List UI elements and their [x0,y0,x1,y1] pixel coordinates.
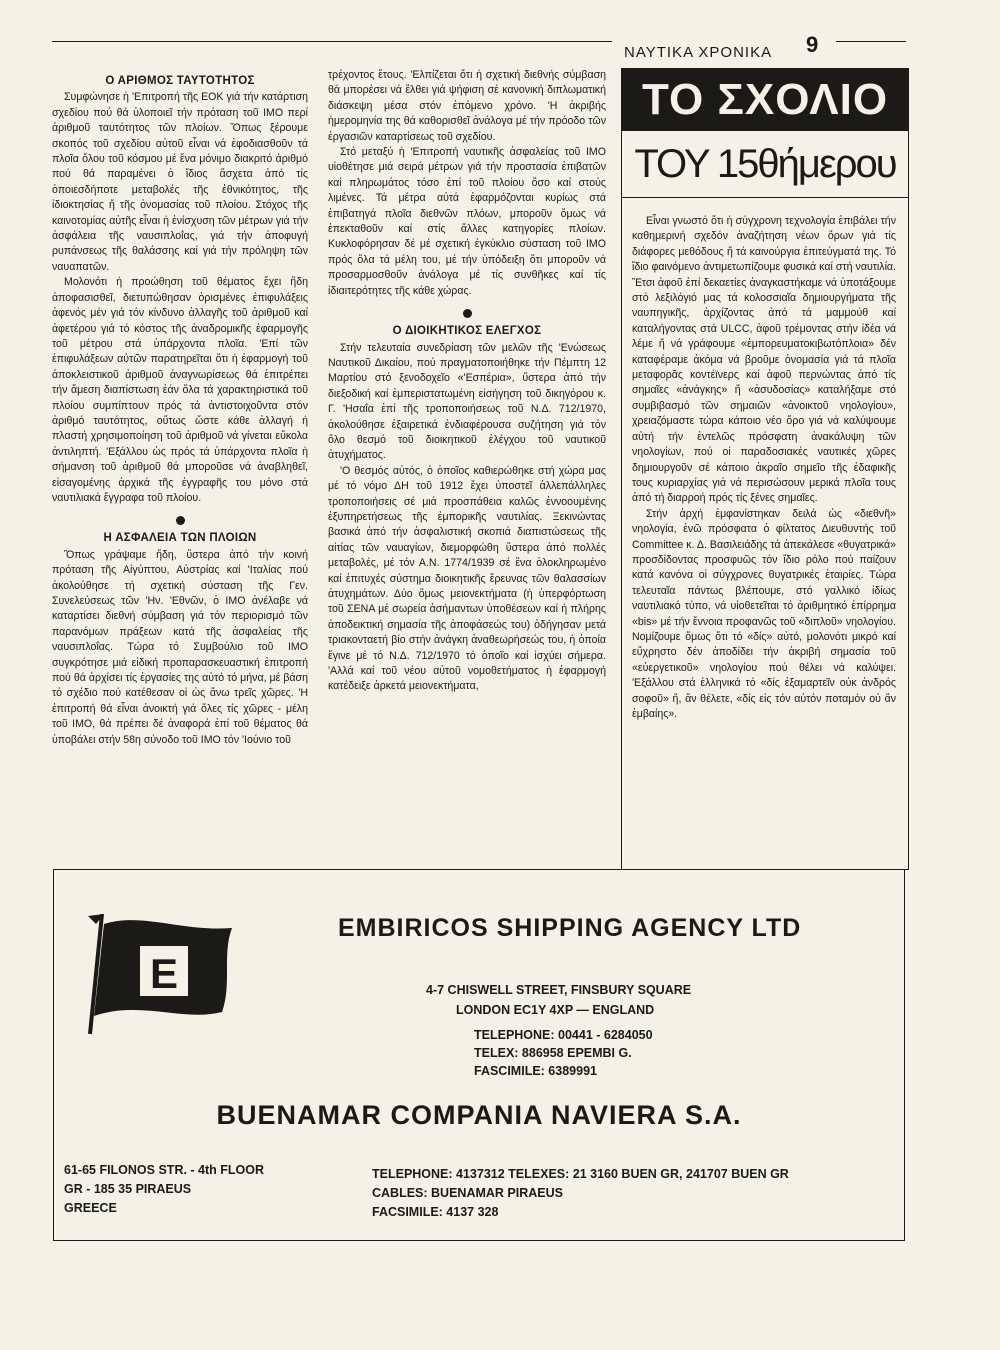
fax-line: FACSIMILE: 4137 328 [372,1205,499,1219]
paragraph: Ὅπως γράψαμε ἤδη, ὕστερα ἀπό τήν κοινή πρόταση τῆς Αἰγύπτου, Αὐστρίας καί 'Ιταλίας πού ἀκολούθησε τή σχετική σύσταση τῆς Γεν. Συνελεύσεως τῶν 'Ην. 'Εθνῶν, ὁ ΙΜΟ ἀνέλαβε νά καταρτίσει διεθνή σύμβαση γιά τόν περιορισμό τῶν παρανόμων πράξεων κατά τῆς ἀσφαλείας τῆς ναυσιπλοΐας. Τώρα τό Συμβούλιο τοῦ ΙΜΟ συγκρότησε μιά εἰδική προπαρασκευαστική ἐπιτροπή πού θά ἀρχίσει τίς ἐργασίες της αὐτό τό μήνα, μέ βάση τό σχέδιο πού κατέθεσαν οἱ ὡς ἄνω τρεῖς χῶρες. 'Η ἐπιτροπή θά εἶναι ἀνοικτή γιά ὅλες τίς χῶρες - μέλη τοῦ ΙΜΟ, θά πρέπει δέ ἀναφορά ἐπί τοῦ θέματος θά ὑποβάλει στήν 58η σύνοδο τοῦ ΙΜΟ τόν 'Ιούνιο τοῦ [52,548,308,746]
publication-name: ΝΑΥΤΙΚΑ ΧΡΟΝΙΚΑ [624,44,773,61]
cables-line: CABLES: BUENAMAR PIRAEUS [372,1186,563,1200]
address-line: 4-7 CHISWELL STREET, FINSBURY SQUARE [426,983,692,997]
flag-letter: E [149,950,179,997]
section-bullet-icon [176,516,185,525]
telex-line: TELEX: 886958 EPEMBI G. [474,1046,632,1060]
paragraph: Στήν ἀρχή ἐμφανίστηκαν δειλά ὡς «διεθνῆ» νηολογία, ἐνῶ πρόσφατα ὁ φίλτατος Διευθυντής τοῦ Committee κ. Δ. Βασιλειάδης τά ἀπεκάλεσε «θυγατρικά» προσδίδοντας προσφυῶς τόν ἴδιο ρόλο πού παίζουν κατά κανόνα οἱ σύγχρονες θυγατρικές ἑταιρίες. Τώρα τελευταῖα πάντως βλέπουμε, στό γαλλικό ἰδίως ναυτιλιακό τύπο, νά υἱοθετεῖται τό ἀριθμητικό ἐπίρρημα «bis» μέ τήν ἔννοια προφανῶς τοῦ «διπλοῦ» νηολογίου. Νομίζουμε ὅμως ὅτι τό «δίς» αὐτό, μολονότι μικρό καί εὔχρηστο δέν ἀποδίδει τήν ἀκριβή σημασία τοῦ «εὐεργετικοῦ» νηολογίου πού θέλει νά καλύψει. 'Εξάλλου στά ἑλληνικά τό «δίς ἐξαμαρτεῖν οὐκ ἀνδρός σοφοῦ» ἤ, ἄν θέλετε, «δίς εἰς τόν αὐτόν ποταμόν οὐ ἄν ἐμβαίης». [632,507,896,720]
section-title-administrative-control: Ο ΔΙΟΙΚΗΤΙΚΟΣ ΕΛΕΓΧΟΣ [392,325,542,338]
editorial-title: ΤΟ ΣΧΟΛΙΟ [622,69,908,131]
header-rule-left [52,41,612,42]
header-rule-right [836,41,906,42]
paragraph: Συμφώνησε ἡ 'Επιτροπή τῆς ΕΟΚ γιά τήν κατάρτιση σχεδίου πού θά ὑλοποιεῖ τήν πρόταση τοῦ ΙΜΟ περί ἀριθμοῦ ταυτότητος τῶν πλοίων. Ὅπως ξέρουμε σκοπός τοῦ σχεδίου αὐτοῦ εἶναι νά ἐφοδιασθοῦν τά πλοῖα ὅλου τοῦ κόσμου μέ ἕνα μόνιμο διακριτό ἀριθμό πού θά παραμένει ὁ ἴδιος ἄσχετα ἀπό τίς ὁποιεσδήποτε μεταβολές τῆς ἐθνικότητος, τῆς ἰδιοκτησίας ἤ τῆς ὀνομασίας τοῦ πλοίου. Στόχος τῆς καινοτομίας αὐτῆς εἶναι ἡ ἐνίσχυση τῶν μέτρων γιά τήν ἀσφάλεια τῆς ναυσιπλοΐας, γιά τήν ἀποφυγή ρυπάνσεως τῆς θαλάσσης καί γιά τήν πρόληψη τῶν ναυαπατῶν. [52,91,308,273]
page-number: 9 [806,32,819,57]
editorial-subtitle: ΤΟΥ 15θήμερου [634,142,896,186]
paragraph: 'Ο θεσμός αὐτός, ὁ ὁποῖος καθιερώθηκε στή χώρα μας μέ τό νόμο ΔΗ τοῦ 1912 ἔχει ὑποστεῖ ἀλλεπάλληλες τροποποιήσεις σέ μιά προσπάθεια καλῶς ἐννοουμένης ἐξυπηρετήσεως τῆς ἐμπορικῆς ναυτιλίας. Ξεκινώντας βασικά ἀπό τήν ἀσφαλιστική σκοπιά διαπιστώσεως τῆς αἰτίας τῶν ναυαγίων, διεμορφώθη ὕστερα ἀπό πολλές μεταβολές, μέ τόν Α.Ν. 1774/1939 σέ ἕνα ὁλοκληρωμένο καί ἐπιτυχές σύστημα διοικητικῆς ἔρευνας τῶν θαλασσίων ἀτυχημάτων. Δύο ὅμως μειονεκτήματα (ἡ ὑπερφόρτωση τοῦ ΣΕΝΑ μέ σωρεία ἀσήμαντων ὑποθέσεων καί ἡ πλήρης ἀποδεικτική σημασία τῆς ἀποφάσεώς του) ὁδήγησαν μετά τριακονταετή βίο στήν ἀνάγκη ἀναθεωρήσεώς του, ἡ ὁποία ἔγινε μέ τό Ν.Δ. 712/1970 τό ὁποῖο καί ἰσχύει σήμερα. 'Αλλά καί τοῦ νέου αὐτοῦ νομοθετήματος ἡ ἐφαρμογή κατέδειξε ἀρκετά μειονεκτήματα, [328,464,606,693]
company-name-buenamar: BUENAMAR COMPANIA NAVIERA S.A. [216,1100,742,1130]
company-name-embiricos: EMBIRICOS SHIPPING AGENCY LTD [338,914,802,942]
article-column-1 [52,68,308,748]
shipping-advertisement [53,869,905,1241]
address-line: LONDON EC1Y 4XP — ENGLAND [456,1003,655,1017]
paragraph: Εἶναι γνωστό ὅτι ἡ σύγχρονη τεχνολογία ἐπιβάλει τήν καθημερινή σχεδόν ἀναζήτηση νέων ὅρων γιά τίς διάφορες μεθόδους ἤ τά καινούργια ἐπιτεύγματά της. Τό ἴδιο φαινόμενο ἀντιμετωπίζουμε φυσικά καί στή ναυτιλία. Ἔτσι ἀφοῦ ἐπί δεκαετίες ἀναγκαστήκαμε νά ὑποτάξουμε στό λεξιλόγιό μας τά κολοσσιαῖα δημιουργήματα τῆς ναυπηγικῆς, ἀρχίζοντας ἀπό τά μαμμούθ καί καταλήγοντας στά ULCC, ἀφοῦ τρέμοντας στήν ἰδέα νά λέμε ἤ νά γράφουμε «ἐμπορευματοκιβωτόπλοια» δέν καταφέραμε ἀκόμα νά βροῦμε ὀνομασία γιά τά πλοῖα μεταφορᾶς κοντέϊνερς καί ἀφοῦ περνώντας ἀπό τίς σημαῖες «ἀνάγκης» ἤ «ἀσυδοσίας» καταλήξαμε στό συμβιβασμό τῶν σημαιῶν «ἀνοικτοῦ νηολογίου», χρειαζόμαστε τώρα κάποιο νέο ὅρο γιά νά καλύψουμε αὐτή τήν ἐντελῶς πρόσφατη ἀνακάλυψη τῶν νηολογίων, πού οἱ παραδοσιακές ναυτικές χῶρες δημιουργοῦν σέ κάποιο ἀκραῖο σημεῖο τῆς ἐδαφικῆς τους κυριαρχίας γιά νά περισώσουν μερικά πλοῖα τους ἀπό τή διαρροή πρός τίς ξένες σημαῖες. [632,215,896,505]
editorial-box [621,68,909,870]
section-title-identity-number: Ο ΑΡΙΘΜΟΣ ΤΑΥΤΟΤΗΤΟΣ [105,75,255,87]
paragraph: τρέχοντος ἔτους. 'Ελπίζεται ὅτι ἡ σχετική διεθνής σύμβαση θά μπορέσει νά ἔλθει γιά ψήφιση σέ κανονική διπλωματική διάσκεψη μέσα στόν ἑπόμενο χρόνο. 'Η ἀκριβής ἡμερομηνία της θά καθορισθεῖ ἀνάλογα μέ τήν πρόοδο τῶν ἐργασιῶν καταρτίσεως τοῦ σχεδίου. [328,69,606,143]
paragraph: Στό μεταξύ ἡ 'Επιτροπή ναυτικῆς ἀσφαλείας τοῦ ΙΜΟ υἱοθέτησε μιά σειρά μέτρων γιά τήν προστασία ἐπιβατῶν καί πληρωμάτος τόσο ἐπί τοῦ πλοίου ὅσο καί στούς λιμένες. Τά μέτρα αὐτά ἐφαρμόζονται κυρίως στά ἐπιβατηγά πλοῖα διεθνῶν πλόων, μποροῦν ὅμως νά ἐπεκταθοῦν καί στίς ἄλλες κατηγορίες πλοίων. Κυκλοφόρησαν δέ μέ σχετική ἐγκύκλιο σύσταση τοῦ ΙΜΟ πρός ὅλα τά μέλη του, μέ τήν ὑπόδειξη ὅτι μποροῦν νά προσαρμοσθοῦν ἀνάλογα μέ τίς συνθῆκες καί τίς ἰδιαιτερότητες τῆς κάθε χώρας. [328,146,606,297]
article-column-2 [328,68,606,695]
section-bullet-icon [463,309,472,318]
address-line: GREECE [64,1201,117,1215]
fax-line: FASCIMILE: 6389991 [474,1064,597,1078]
company-flag-icon [82,914,282,1034]
telephone-line: TELEPHONE: 00441 - 6284050 [474,1028,653,1042]
paragraph: Στήν τελευταία συνεδρίαση τῶν μελῶν τῆς 'Ενώσεως Ναυτικοῦ Δικαίου, πού πραγματοποιήθηκε τήν Πέμπτη 12 Μαρτίου στό ξενοδοχεῖο «'Εσπέρια», ὕστερα ἀπό τήν διεξοδική καί ἐμπεριστατωμένη εἰσήγηση τοῦ δικηγόρου κ. Γ. 'Ησαΐα ἐπί τῆς τροποποιήσεως τοῦ Ν.Δ. 712/1970, ἀκολούθησε ἐξαιρετικά ἐνδιαφέρουσα συζήτηση γιά τόν ὅλο θεσμό τοῦ διοικητικοῦ ἐλέγχου τοῦ ναυτικοῦ ἀτυχήματος. [328,341,606,462]
paragraph: Μολονότι ἡ προώθηση τοῦ θέματος ἔχει ἤδη ἀποφασισθεῖ, διετυπώθησαν ὁρισμένες ἐπιφυλάξεις ἀφενός μέν γιά τόν κίνδυνο ἀλλαγῆς τοῦ ἀριθμοῦ καί ἀφετέρου γιά τό κόστος τῆς ἀναδρομικῆς ἐφαρμογῆς τοῦ μέτρου στά ὑπάρχοντα πλοῖα. 'Επί τῶν ἐπιφυλάξεων αὐτῶν παρατηρεῖται ὅτι ἡ ἐφαρμογή τοῦ ἀποκλειστικοῦ ἀριθμοῦ ἀναγνωρίσεως θά ἐπιτρέπει τήν ἄμεση διαπίστωση ἐάν ὅλα τά χαρακτηριστικά τοῦ πλοίου συμπίπτουν πρός τά ἀντιστοιχοῦντα στόν ἀριθμό ταυτότητος, οὕτως ὥστε κάθε ἀλλαγή ἡ πλαστή χρησιμοποίηση τοῦ ἀριθμοῦ νά γίνεται εὔκολα ἀντιληπτή. 'Εξάλλου ὡς πρός τά ὑπάρχοντα πλοῖα ἡ σήμανση τοῦ ἀριθμοῦ θά μποροῦσε νά ἀναβληθεῖ, εἰσαγομένης ἀρχικά τῆς ἐγγραφῆς του μόνο στά ναυτιλιακά ἔγγραφα τοῦ πλοίου. [52,276,308,504]
section-title-ship-safety: Η ΑΣΦΑΛΕΙΑ ΤΩΝ ΠΛΟΙΩΝ [103,532,257,545]
address-line: 61-65 FILONOS STR. - 4th FLOOR [64,1163,265,1177]
telephone-line: TELEPHONE: 4137312 TELEXES: 21 3160 BUEN GR, 241707 BUEN GR [372,1167,789,1181]
editorial-divider [622,197,908,198]
address-line: GR - 185 35 PIRAEUS [64,1182,192,1196]
editorial-body [632,214,896,722]
